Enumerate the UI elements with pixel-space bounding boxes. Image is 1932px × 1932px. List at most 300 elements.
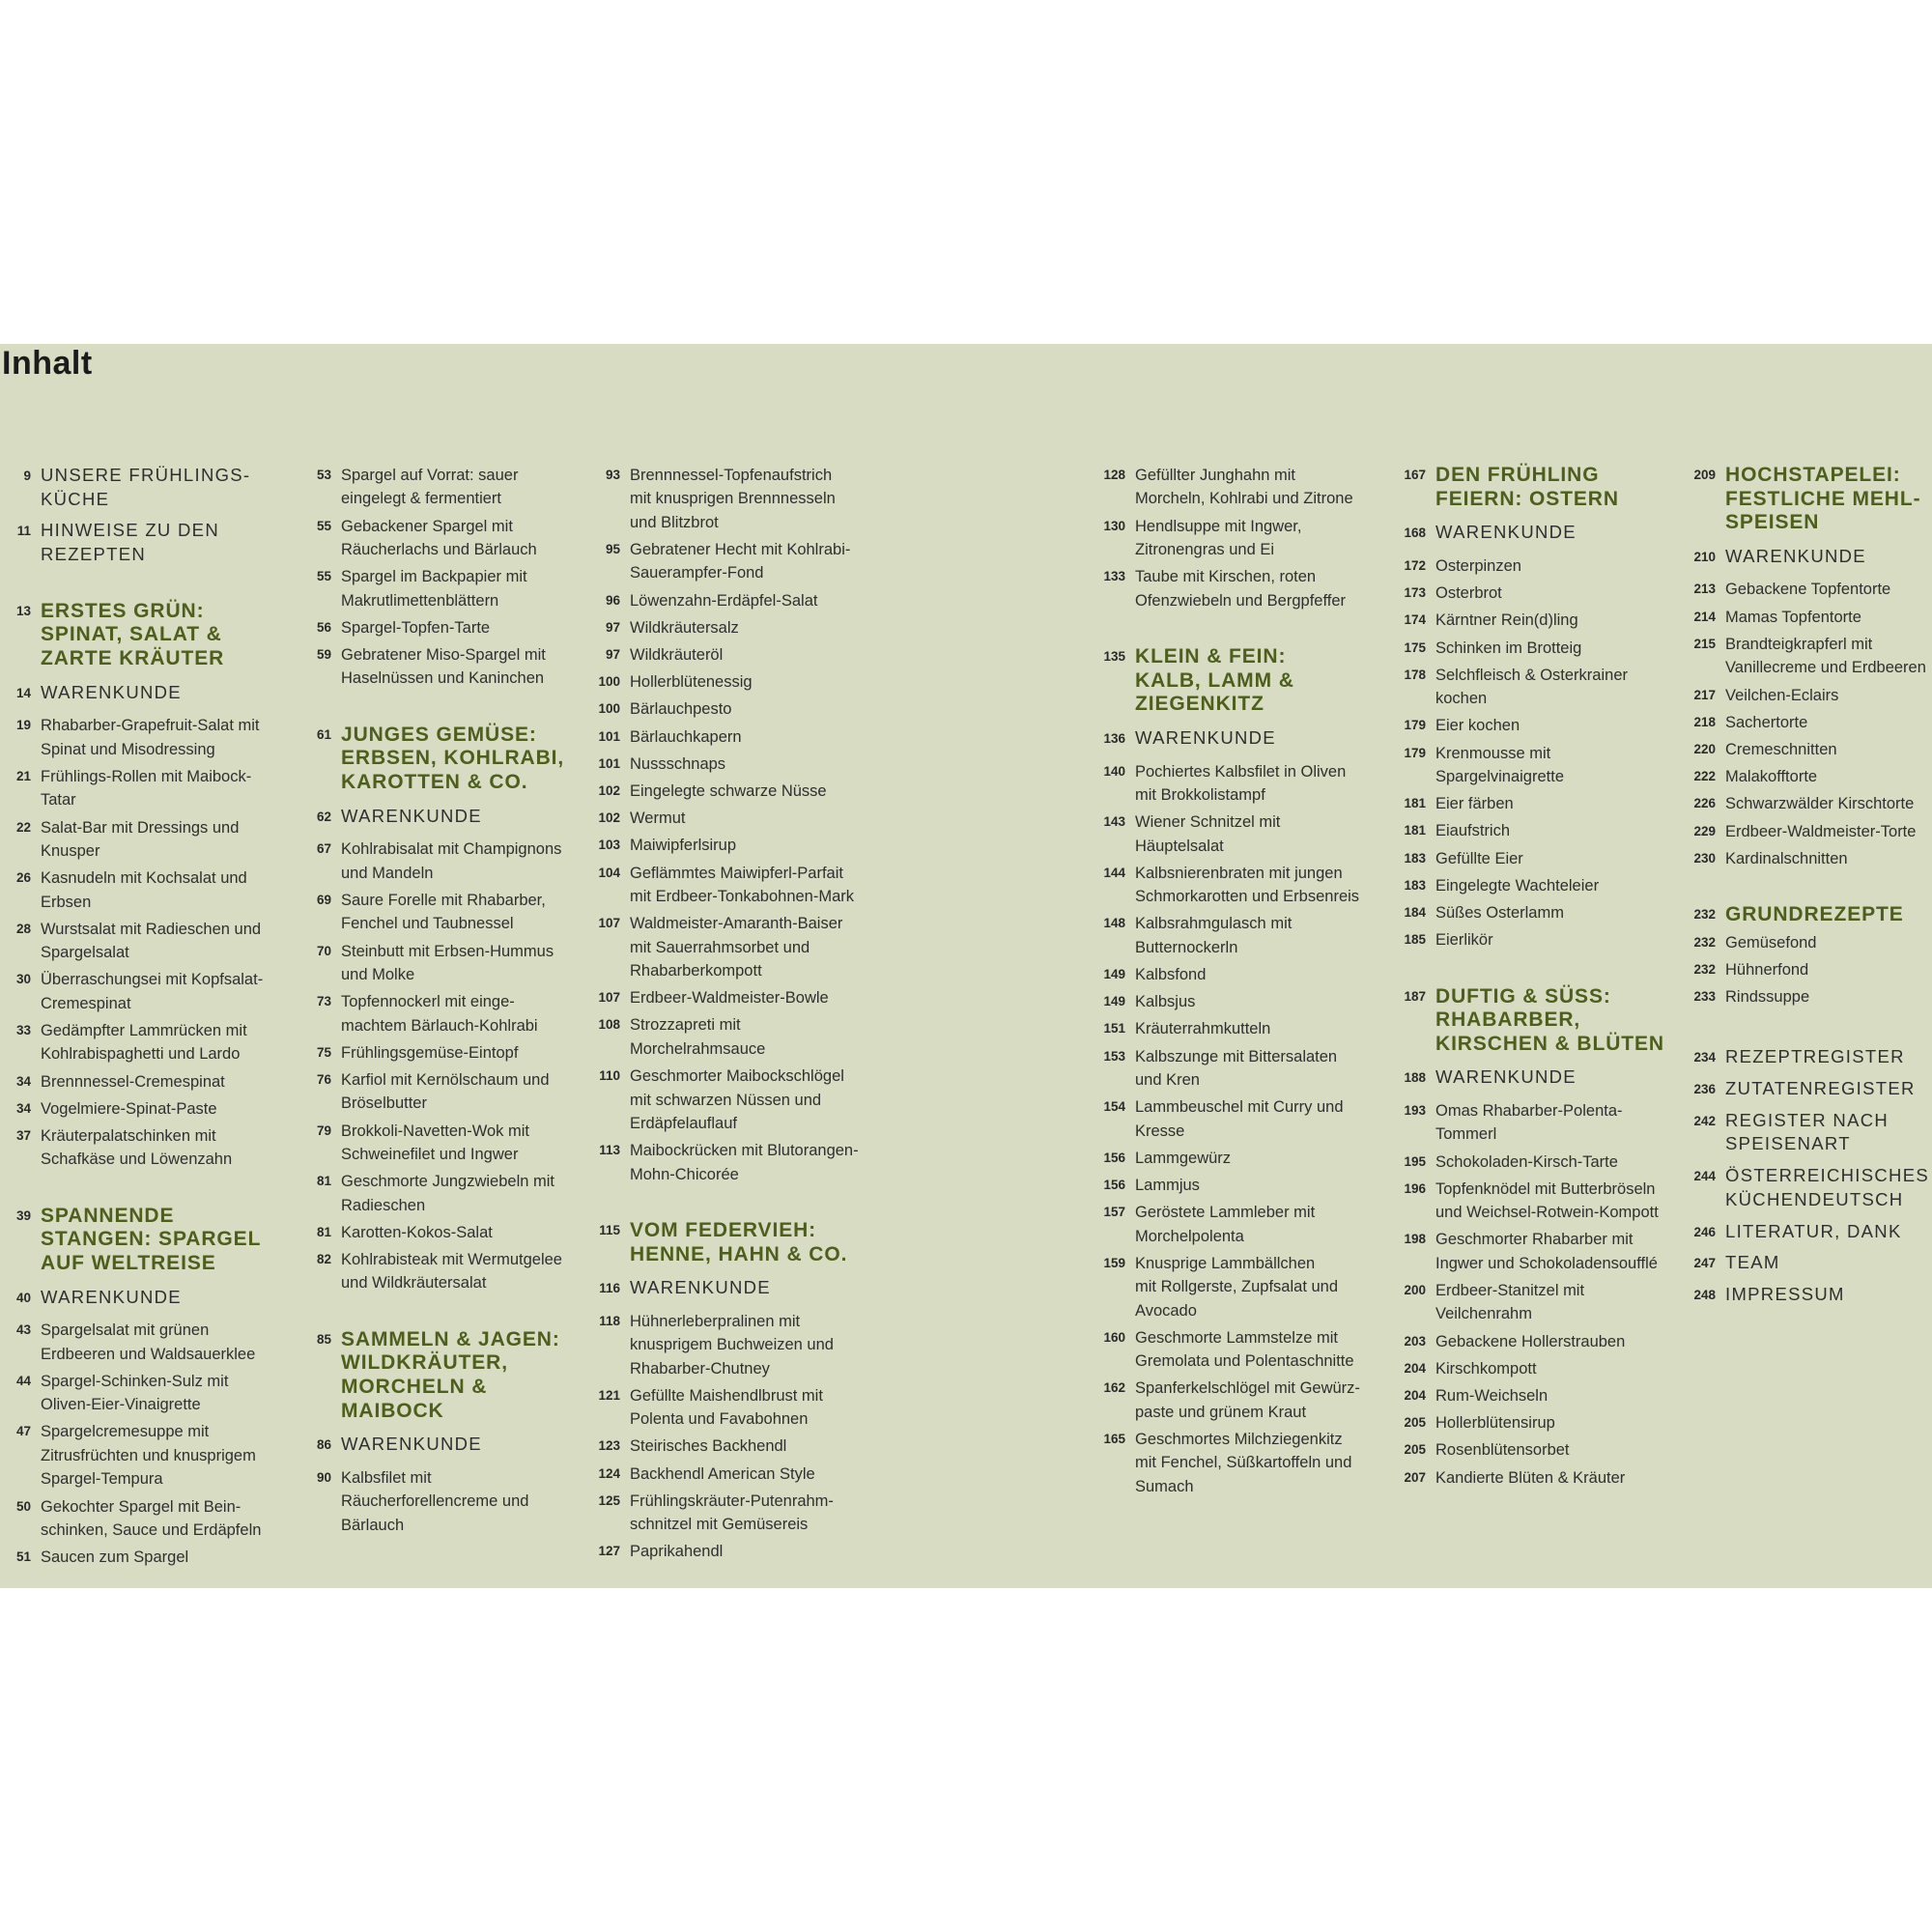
recipe-entry <box>1685 792 1932 815</box>
page-number: 195 <box>1404 1153 1426 1169</box>
page-number: 151 <box>1103 1021 1125 1037</box>
recipe-entry <box>300 643 581 691</box>
page-number: 73 <box>316 994 331 1009</box>
recipe-entry <box>1685 847 1932 870</box>
entry-title: DEN FRÜHLING FEIERN: OSTERN <box>1435 464 1619 510</box>
entry-title: Nussschnaps <box>630 754 726 773</box>
entry-title: Eingelegte Wachteleier <box>1435 876 1600 895</box>
entry-title: Mamas Topfentorte <box>1725 608 1861 626</box>
recipe-entry <box>300 1221 581 1244</box>
recipe-entry <box>0 1495 280 1543</box>
recipe-entry <box>300 1248 581 1295</box>
page-number: 247 <box>1693 1256 1716 1271</box>
recipe-entry <box>589 780 879 803</box>
page-title: Inhalt <box>2 345 93 382</box>
entry-title: LITERATUR, DANK <box>1725 1220 1902 1241</box>
section-entry <box>1395 521 1685 545</box>
section-entry <box>1395 1065 1685 1090</box>
entry-title: Eingelegte schwarze Nüsse <box>630 782 827 801</box>
page-number: 69 <box>316 892 331 907</box>
page-number: 165 <box>1103 1432 1125 1447</box>
entry-title: Überraschungsei mit Kopfsalat- Cremespinat <box>41 971 264 1012</box>
page-number: 59 <box>316 647 331 663</box>
page-number: 234 <box>1693 1050 1716 1065</box>
page-number: 159 <box>1103 1255 1125 1270</box>
page-number: 156 <box>1103 1177 1125 1192</box>
entry-title: WARENKUNDE <box>341 805 482 826</box>
page-number: 95 <box>605 542 620 557</box>
section-entry <box>1685 1077 1932 1101</box>
entry-title: Maiwipferlsirup <box>630 837 737 855</box>
page-number: 11 <box>16 524 31 539</box>
page-number: 232 <box>1693 961 1716 977</box>
entry-title: Wurstsalat mit Radieschen und Spargelsalat <box>41 920 262 962</box>
page-number: 205 <box>1404 1415 1426 1431</box>
entry-title: Wildkräuteröl <box>630 646 724 665</box>
page-number: 144 <box>1103 865 1125 880</box>
recipe-entry <box>1685 820 1932 843</box>
page-number: 149 <box>1103 994 1125 1009</box>
recipe-entry <box>1395 1099 1685 1147</box>
recipe-entry <box>589 1463 879 1486</box>
chapter-heading <box>300 1328 581 1423</box>
recipe-entry <box>1094 1045 1384 1093</box>
entry-title: Spargel-Topfen-Tarte <box>341 618 491 637</box>
recipe-entry <box>300 1041 581 1065</box>
recipe-entry <box>1395 1384 1685 1407</box>
entry-title: JUNGES GEMÜSE: ERBSEN, KOHLRABI, KAROTTEN & CO. <box>341 723 565 794</box>
page-number: 13 <box>15 603 31 618</box>
page-number: 107 <box>598 916 620 931</box>
section-entry <box>1685 545 1932 569</box>
page-number: 56 <box>316 619 331 635</box>
page-number: 39 <box>15 1208 31 1223</box>
entry-title: Veilchen-Eclairs <box>1725 686 1839 704</box>
page-number: 167 <box>1404 468 1426 482</box>
entry-title: Lammgewürz <box>1135 1149 1232 1167</box>
recipe-entry <box>589 1139 879 1186</box>
page-number: 51 <box>15 1549 31 1565</box>
recipe-entry <box>300 838 581 885</box>
entry-title: Hendlsuppe mit Ingwer, Zitronengras und Ei <box>1135 517 1302 559</box>
recipe-entry <box>1395 664 1685 711</box>
recipe-entry <box>1395 742 1685 789</box>
entry-title: Gefüllte Maishendlbrust mit Polenta und Favabohnen <box>630 1386 823 1429</box>
recipe-entry <box>589 1490 879 1537</box>
page-number: 9 <box>23 469 31 483</box>
entry-title: Kardinalschnitten <box>1725 849 1848 867</box>
page-number: 179 <box>1404 745 1426 760</box>
recipe-entry <box>589 1540 879 1563</box>
entry-title: Lammjus <box>1135 1176 1200 1194</box>
entry-title: Gefüllte Eier <box>1435 849 1523 867</box>
page-number: 200 <box>1404 1283 1426 1298</box>
page-number: 198 <box>1404 1232 1426 1247</box>
entry-title: Geschmorte Lammstelze mit Gremolata und Polentaschnitte <box>1135 1328 1354 1371</box>
page-number: 61 <box>316 726 331 742</box>
page-number: 30 <box>15 972 31 987</box>
page-number: 153 <box>1103 1048 1125 1064</box>
page-number: 86 <box>316 1437 331 1453</box>
page-number: 55 <box>316 569 331 584</box>
recipe-entry <box>1685 606 1932 629</box>
recipe-entry <box>1395 1466 1685 1490</box>
section-entry <box>300 805 581 829</box>
recipe-entry <box>300 990 581 1037</box>
recipe-entry <box>589 643 879 667</box>
page-number: 193 <box>1404 1103 1426 1119</box>
page-number: 157 <box>1103 1205 1125 1220</box>
recipe-entry <box>0 714 280 761</box>
page-number: 213 <box>1693 582 1716 597</box>
page-number: 79 <box>316 1122 331 1138</box>
page-number: 107 <box>598 990 620 1006</box>
section-entry <box>589 1276 879 1300</box>
recipe-entry <box>1395 637 1685 660</box>
entry-title: Knusprige Lammbällchen mit Rollgerste, Zupfsalat und Avocado <box>1135 1254 1339 1320</box>
page-number: 97 <box>605 619 620 635</box>
page-number: 172 <box>1404 557 1426 573</box>
entry-title: Karotten-Kokos-Salat <box>341 1223 493 1241</box>
entry-title: Malakofftorte <box>1725 768 1818 786</box>
page-number: 110 <box>599 1068 620 1084</box>
recipe-entry <box>1395 609 1685 632</box>
page-number: 26 <box>15 870 31 886</box>
recipe-entry <box>589 589 879 612</box>
recipe-entry <box>1395 1151 1685 1174</box>
page-number: 204 <box>1404 1360 1426 1376</box>
entry-title: Geschmorter Maibockschlögel mit schwarzen Nüssen und Erdäpfelauflauf <box>630 1067 844 1132</box>
entry-title: Osterpinzen <box>1435 556 1521 575</box>
recipe-entry <box>1094 990 1384 1013</box>
entry-title: Taube mit Kirschen, roten Ofenzwiebeln und Bergpfeffer <box>1135 568 1347 610</box>
page-number: 248 <box>1693 1287 1716 1302</box>
page-number: 244 <box>1693 1169 1716 1184</box>
entry-title: VOM FEDERVIEH: HENNE, HAHN & CO. <box>630 1218 848 1265</box>
entry-title: ÖSTERREICHISCHES KÜCHENDEUTSCH <box>1725 1165 1929 1209</box>
entry-title: Pochiertes Kalbsfilet in Oliven mit Brokkolistampf <box>1135 762 1347 804</box>
recipe-entry <box>300 464 581 511</box>
toc-column-4 <box>1094 464 1384 1502</box>
entry-title: Hühnerleberpralinen mit knusprigem Buchweizen und Rhabarber-Chutney <box>630 1312 834 1378</box>
entry-title: Saucen zum Spargel <box>41 1548 189 1567</box>
section-entry <box>1685 1109 1932 1156</box>
page-number: 102 <box>598 783 620 799</box>
entry-title: Spargelsalat mit grünen Erdbeeren und Waldsauerklee <box>41 1321 256 1363</box>
page-number: 236 <box>1693 1082 1716 1097</box>
entry-title: Bärlauchpesto <box>630 700 732 719</box>
entry-title: Eierlikör <box>1435 931 1493 950</box>
entry-title: Kalbsjus <box>1135 993 1196 1011</box>
recipe-entry <box>1395 1411 1685 1435</box>
entry-title: WARENKUNDE <box>1135 726 1276 748</box>
recipe-entry <box>1094 1017 1384 1040</box>
entry-title: Spargelcremesuppe mit Zitrusfrüchten und knusprigem Spargel-Tempura <box>41 1423 256 1489</box>
page-number: 82 <box>316 1252 331 1266</box>
page-number: 136 <box>1103 730 1125 746</box>
recipe-entry <box>1094 1174 1384 1197</box>
entry-title: Wiener Schnitzel mit Häuptelsalat <box>1135 813 1281 855</box>
entry-title: Kalbszunge mit Bittersalaten und Kren <box>1135 1047 1338 1089</box>
page-number: 81 <box>316 1174 331 1189</box>
page-number: 93 <box>605 468 620 482</box>
entry-title: GRUNDREZEPTE <box>1725 903 1904 926</box>
entry-title: Eiaufstrich <box>1435 822 1511 840</box>
page-number: 230 <box>1693 850 1716 866</box>
recipe-entry <box>589 616 879 639</box>
page-number: 242 <box>1693 1113 1716 1128</box>
recipe-entry <box>0 1097 280 1121</box>
recipe-entry <box>589 753 879 776</box>
page-number: 85 <box>316 1331 331 1347</box>
entry-title: Paprikahendl <box>630 1543 724 1561</box>
page-number: 90 <box>316 1469 331 1485</box>
recipe-entry <box>589 1065 879 1135</box>
page-number: 96 <box>605 592 620 608</box>
entry-title: Gebratener Hecht mit Kohlrabi- Sauerampfer-Fond <box>630 541 851 582</box>
recipe-entry <box>0 867 280 914</box>
entry-title: Frühlingsgemüse-Eintopf <box>341 1043 519 1062</box>
entry-title: Topfennockerl mit einge- machtem Bärlauch-Kohlrabi <box>341 993 538 1035</box>
chapter-heading <box>0 1205 280 1276</box>
entry-title: Süßes Osterlamm <box>1435 903 1564 922</box>
entry-title: Steinbutt mit Erbsen-Hummus und Molke <box>341 942 554 983</box>
page-number: 154 <box>1103 1099 1125 1115</box>
section-entry <box>1685 1164 1932 1211</box>
recipe-entry <box>1395 847 1685 870</box>
recipe-entry <box>1395 928 1685 952</box>
page-number: 133 <box>1103 569 1125 584</box>
entry-title: Kräuterrahmkutteln <box>1135 1020 1271 1038</box>
section-entry <box>0 1286 280 1310</box>
recipe-entry <box>0 968 280 1015</box>
recipe-entry <box>1685 711 1932 734</box>
recipe-entry <box>1094 1428 1384 1498</box>
entry-title: Vogelmiere-Spinat-Paste <box>41 1099 217 1118</box>
entry-title: Kohlrabisalat mit Champignons und Mandeln <box>341 840 562 882</box>
entry-title: Saure Forelle mit Rhabarber, Fenchel und Taubnessel <box>341 891 546 933</box>
recipe-entry <box>0 816 280 864</box>
entry-title: Rhabarber-Grapefruit-Salat mit Spinat und Misodressing <box>41 717 260 758</box>
page-number: 102 <box>598 810 620 826</box>
recipe-entry <box>300 1120 581 1167</box>
page-number: 44 <box>15 1373 31 1388</box>
entry-title: IMPRESSUM <box>1725 1283 1845 1304</box>
recipe-entry <box>0 765 280 812</box>
entry-title: WARENKUNDE <box>630 1277 771 1298</box>
section-entry <box>1094 726 1384 751</box>
recipe-entry <box>1094 464 1384 511</box>
entry-title: Omas Rhabarber-Polenta- Tommerl <box>1435 1102 1623 1144</box>
entry-title: Kalbsrahmgulasch mit Butternockerln <box>1135 915 1293 956</box>
entry-title: Frühlings-Rollen mit Maibock- Tatar <box>41 767 252 810</box>
entry-title: Hollerblütensirup <box>1435 1414 1555 1433</box>
page-number: 101 <box>598 728 620 744</box>
page-number: 233 <box>1693 988 1716 1004</box>
entry-title: Erdbeer-Waldmeister-Bowle <box>630 989 829 1008</box>
page-number: 101 <box>598 755 620 771</box>
page-number: 40 <box>15 1290 31 1305</box>
recipe-entry <box>1094 810 1384 858</box>
recipe-entry <box>0 1370 280 1417</box>
entry-title: WARENKUNDE <box>41 1286 182 1307</box>
entry-title: Spargel im Backpapier mit Makrutlimettenblättern <box>341 568 527 610</box>
page-number: 21 <box>15 768 31 783</box>
entry-title: Geröstete Lammleber mit Morchelpolenta <box>1135 1204 1316 1245</box>
entry-title: TEAM <box>1725 1252 1780 1273</box>
page-number: 232 <box>1693 907 1716 923</box>
entry-title: Schokoladen-Kirsch-Tarte <box>1435 1152 1618 1171</box>
entry-title: ZUTATENREGISTER <box>1725 1078 1916 1099</box>
recipe-entry <box>589 538 879 585</box>
page-number: 100 <box>598 674 620 690</box>
recipe-entry <box>1685 578 1932 601</box>
entry-title: Kalbsfilet mit Räucherforellencreme und Bärlauch <box>341 1468 529 1534</box>
entry-title: HINWEISE ZU DEN REZEPTEN <box>41 520 219 565</box>
chapter-heading <box>300 724 581 795</box>
entry-title: HOCHSTAPELEI: FESTLICHE MEHL- SPEISEN <box>1725 464 1921 534</box>
page-number: 160 <box>1103 1329 1125 1345</box>
page-number: 215 <box>1693 636 1716 651</box>
entry-title: Brennnessel-Topfenaufstrich mit knusprigen Brennnesseln und Blitzbrot <box>630 467 836 531</box>
entry-title: Gedämpfter Lammrücken mit Kohlrabispaghetti und Lardo <box>41 1021 247 1064</box>
entry-title: REZEPTREGISTER <box>1725 1046 1905 1067</box>
page-number: 217 <box>1693 687 1716 702</box>
page-number: 67 <box>316 841 331 857</box>
page-number: 37 <box>15 1127 31 1143</box>
recipe-entry <box>589 670 879 694</box>
page-number: 148 <box>1103 916 1125 931</box>
section-entry <box>0 464 280 511</box>
page-number: 218 <box>1693 714 1716 729</box>
entry-title: Backhendl American Style <box>630 1464 815 1483</box>
chapter-heading <box>1685 903 1932 927</box>
recipe-entry <box>0 1019 280 1066</box>
recipe-entry <box>589 697 879 721</box>
entry-title: Brokkoli-Navetten-Wok mit Schweinefilet und Ingwer <box>341 1122 529 1163</box>
chapter-heading <box>1395 464 1685 511</box>
recipe-entry <box>1395 1279 1685 1326</box>
page-number: 196 <box>1404 1180 1426 1196</box>
entry-title: Waldmeister-Amaranth-Baiser mit Sauerrahmsorbet und Rhabarberkompott <box>630 915 843 980</box>
entry-title: Rindssuppe <box>1725 987 1810 1006</box>
entry-title: Eier färben <box>1435 795 1514 813</box>
page-number: 173 <box>1404 585 1426 601</box>
page-number: 75 <box>316 1044 331 1060</box>
page-number: 246 <box>1693 1224 1716 1239</box>
entry-title: Erdbeer-Stanitzel mit Veilchenrahm <box>1435 1282 1585 1323</box>
page-number: 50 <box>15 1498 31 1514</box>
entry-title: Kohlrabisteak mit Wermutgelee und Wildkräutersalat <box>341 1251 562 1293</box>
recipe-entry <box>1685 931 1932 954</box>
entry-title: ERSTES GRÜN: SPINAT, SALAT & ZARTE KRÄUTER <box>41 599 225 669</box>
entry-title: Gemüsefond <box>1725 933 1817 952</box>
recipe-entry <box>1395 714 1685 737</box>
recipe-entry <box>1395 901 1685 924</box>
page-number: 47 <box>15 1424 31 1439</box>
chapter-heading <box>589 1219 879 1266</box>
entry-title: Wildkräutersalz <box>630 618 739 637</box>
recipe-entry <box>1395 1228 1685 1275</box>
chapter-heading <box>0 600 280 671</box>
recipe-entry <box>0 1070 280 1094</box>
recipe-entry <box>0 1319 280 1366</box>
recipe-entry <box>1395 1178 1685 1225</box>
recipe-entry <box>589 807 879 830</box>
page-number: 97 <box>605 647 620 663</box>
entry-title: Steirisches Backhendl <box>630 1437 787 1456</box>
entry-title: UNSERE FRÜHLINGS- KÜCHE <box>41 465 251 509</box>
toc-column-3 <box>589 464 879 1568</box>
recipe-entry <box>300 565 581 612</box>
entry-title: Wermut <box>630 810 686 828</box>
entry-title: Gebackene Topfentorte <box>1725 581 1891 599</box>
page-number: 34 <box>15 1073 31 1089</box>
entry-title: Brennnessel-Cremespinat <box>41 1072 225 1091</box>
recipe-entry <box>300 1170 581 1217</box>
entry-title: WARENKUNDE <box>41 681 182 702</box>
entry-title: Geschmortes Milchziegenkitz mit Fenchel, Süßkartoffeln und Sumach <box>1135 1431 1352 1495</box>
page-number: 222 <box>1693 769 1716 784</box>
recipe-entry <box>300 889 581 936</box>
page-number: 62 <box>316 809 331 824</box>
entry-title: Gefüllter Junghahn mit Morcheln, Kohlrabi und Zitrone <box>1135 467 1353 508</box>
recipe-entry <box>1094 1201 1384 1248</box>
page-number: 232 <box>1693 934 1716 950</box>
recipe-entry <box>300 616 581 639</box>
toc-column-2 <box>300 464 581 1541</box>
entry-title: Eier kochen <box>1435 717 1520 735</box>
entry-title: Geschmorte Jungzwiebeln mit Radieschen <box>341 1173 555 1214</box>
page-number: 14 <box>15 685 31 700</box>
page-number: 149 <box>1103 966 1125 981</box>
toc-column-6 <box>1685 464 1932 1310</box>
recipe-entry <box>1395 1330 1685 1353</box>
entry-title: Osterbrot <box>1435 584 1502 603</box>
page-number: 130 <box>1103 518 1125 533</box>
page-number: 181 <box>1404 796 1426 811</box>
page-number: 22 <box>15 819 31 835</box>
recipe-entry <box>1685 633 1932 680</box>
recipe-entry <box>1094 1147 1384 1170</box>
page-number: 214 <box>1693 609 1716 624</box>
entry-title: WARENKUNDE <box>1435 1066 1577 1088</box>
page-number: 123 <box>598 1438 620 1454</box>
entry-title: Kirschkompott <box>1435 1359 1537 1378</box>
entry-title: WARENKUNDE <box>1435 522 1577 543</box>
chapter-heading <box>1685 464 1932 535</box>
page-number: 178 <box>1404 667 1426 682</box>
page-number: 168 <box>1404 526 1426 541</box>
page-number: 103 <box>598 838 620 853</box>
entry-title: Krenmousse mit Spargelvinaigrette <box>1435 744 1564 785</box>
section-entry <box>1685 1251 1932 1275</box>
recipe-entry <box>1685 958 1932 981</box>
entry-title: Gebackener Spargel mit Räucherlachs und Bärlauch <box>341 517 537 559</box>
page-number: 108 <box>598 1017 620 1033</box>
entry-title: Spargel-Schinken-Sulz mit Oliven-Eier-Vinaigrette <box>41 1372 229 1414</box>
recipe-entry <box>1395 819 1685 842</box>
entry-title: DUFTIG & SÜSS: RHABARBER, KIRSCHEN & BLÜTEN <box>1435 984 1664 1055</box>
page-number: 188 <box>1404 1070 1426 1086</box>
entry-title: Rum-Weichseln <box>1435 1387 1548 1406</box>
entry-title: Gekochter Spargel mit Bein- schinken, Sauce und Erdäpfeln <box>41 1497 262 1539</box>
page-number: 209 <box>1693 468 1716 482</box>
recipe-entry <box>1685 765 1932 788</box>
page-number: 100 <box>598 701 620 717</box>
entry-title: Gebackene Hollerstrauben <box>1435 1332 1626 1350</box>
page-number: 19 <box>15 718 31 733</box>
